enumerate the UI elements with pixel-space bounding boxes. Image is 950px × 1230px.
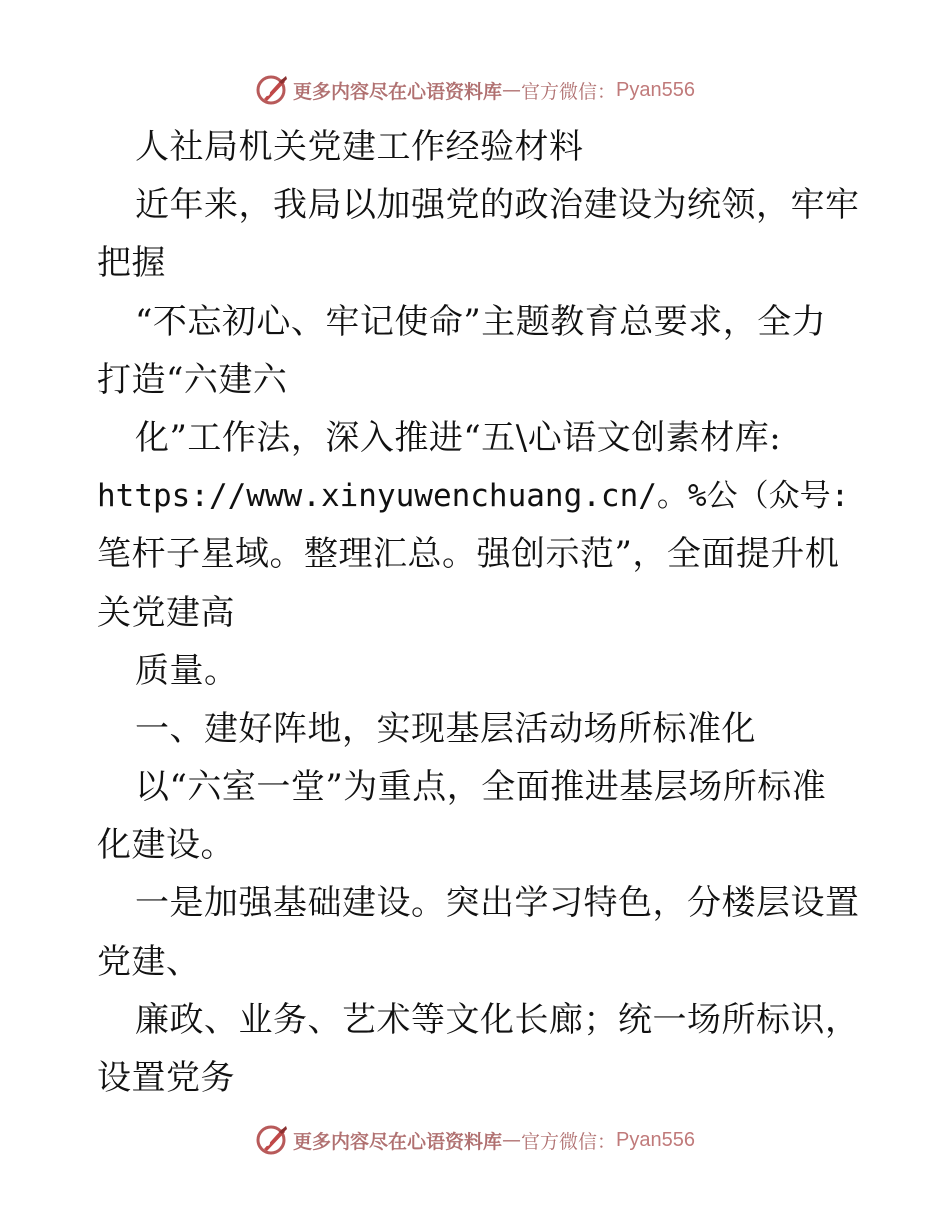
document-body	[97, 118, 860, 1107]
header-banner	[0, 70, 950, 110]
text-line: 党建、	[97, 941, 201, 982]
text-line: 打造“六建六	[97, 359, 288, 400]
text-line: 设置党务	[97, 1058, 235, 1098]
text-line: 笔杆子星域。整理汇总。强创示范”，全面提升机	[97, 534, 840, 575]
section-heading: 一、建好阵地，实现基层活动场所标准化	[135, 708, 756, 749]
text-line: 质量。	[135, 650, 239, 691]
document-title: 人社局机关党建工作经验材料	[135, 127, 584, 167]
text-line: “不忘初心、牢记使命”主题教育总要求，全力	[135, 301, 827, 342]
text-line: 把握	[97, 243, 166, 284]
text-line: 化”工作法，深入推进“五\心语文创素材库:	[135, 417, 782, 458]
url-line: https://www.xinyuwenchuang.cn/。%公（众号:	[97, 478, 850, 515]
quill-logo-icon	[255, 73, 289, 107]
text-line: 一是加强基础建设。突出学习特色，分楼层设置	[135, 883, 860, 924]
header-banner-content	[255, 73, 695, 107]
text-line: 化建设。	[97, 825, 235, 866]
quill-logo-icon	[255, 1123, 289, 1157]
text-line: 廉政、业务、艺术等文化长廊；统一场所标识，	[135, 999, 860, 1040]
banner-wechat-label: 官方微信：	[521, 80, 617, 103]
banner-separator: —	[502, 1129, 522, 1151]
footer-banner-content	[255, 1123, 695, 1157]
text-line: 以“六室一堂”为重点，全面推进基层场所标准	[135, 767, 827, 808]
text-line: 近年来，我局以加强党的政治建设为统领，牢牢	[135, 185, 860, 226]
banner-wechat-label: 官方微信：	[521, 1130, 617, 1153]
banner-site-text: 更多内容尽在心语资料库	[293, 80, 503, 103]
banner-separator: —	[502, 79, 522, 101]
banner-site-text: 更多内容尽在心语资料库	[293, 1130, 503, 1153]
banner-wechat-id: Pyan556	[616, 78, 695, 101]
banner-wechat-id: Pyan556	[616, 1128, 695, 1151]
text-line: 关党建高	[97, 592, 235, 633]
footer-banner	[0, 1120, 950, 1160]
